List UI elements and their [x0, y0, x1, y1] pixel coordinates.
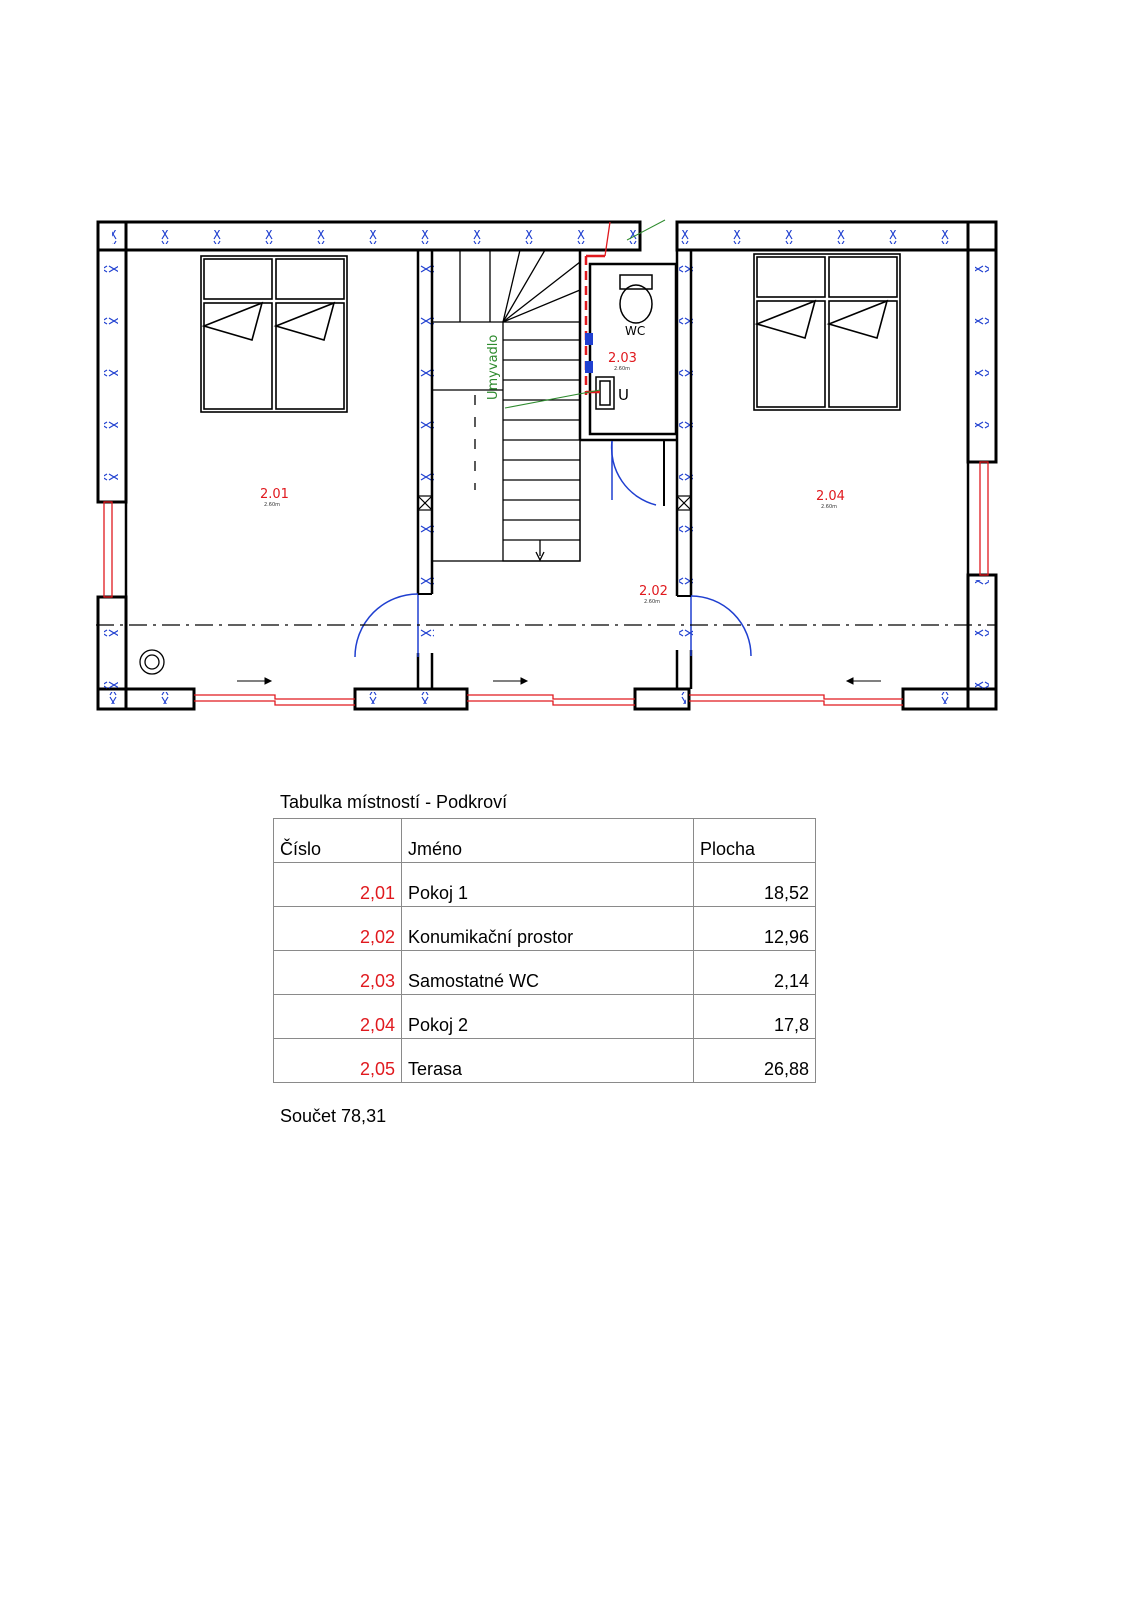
svg-text:2.03: 2.03: [608, 351, 637, 366]
room-number: 2,02: [274, 907, 402, 951]
wc-label: WC: [625, 324, 646, 338]
room-name: Pokoj 1: [402, 863, 694, 907]
svg-text:2.60m: 2.60m: [821, 504, 838, 510]
room-number: 2,04: [274, 995, 402, 1039]
flue-symbol: [140, 650, 164, 674]
table-row: [274, 907, 816, 951]
area-sum: Součet 78,31: [280, 1106, 387, 1126]
door-leaves: [418, 441, 691, 596]
svg-text:2.04: 2.04: [816, 489, 845, 504]
table-row: [274, 995, 816, 1039]
room-area: 18,52: [694, 863, 816, 907]
header-area: Plocha: [694, 819, 816, 863]
table-row: [274, 951, 816, 995]
svg-text:2.60m: 2.60m: [644, 599, 661, 605]
room-number: 2,01: [274, 863, 402, 907]
staircase: [432, 250, 580, 561]
toilet: [620, 275, 652, 323]
sink-label: U: [618, 386, 629, 404]
room-name: Konumikační prostor: [402, 907, 694, 951]
svg-text:2.60m: 2.60m: [614, 366, 631, 372]
floor-plan: [0, 0, 1131, 720]
sliding-arrows: [237, 678, 881, 684]
svg-text:2.60m: 2.60m: [264, 502, 281, 508]
washbasin-label: Umyvadlo: [486, 334, 501, 400]
room-table: [273, 818, 816, 1083]
room-name: Samostatné WC: [402, 951, 694, 995]
exterior-walls: [98, 222, 996, 709]
room-name: Terasa: [402, 1039, 694, 1083]
header-name: Jméno: [402, 819, 694, 863]
room-number: 2,03: [274, 951, 402, 995]
table-row: [274, 863, 816, 907]
bed-left: [201, 256, 347, 412]
svg-text:2.01: 2.01: [260, 487, 289, 502]
room-name: Pokoj 2: [402, 995, 694, 1039]
room-area: 17,8: [694, 995, 816, 1039]
interior-walls: [126, 250, 968, 689]
table-header-row: [274, 819, 816, 863]
svg-text:2.02: 2.02: [639, 584, 668, 599]
room-number: 2,05: [274, 1039, 402, 1083]
windows: [104, 222, 988, 705]
room-area: 26,88: [694, 1039, 816, 1083]
table-title: Tabulka místností - Podkroví: [280, 792, 508, 812]
room-label-2-01: [260, 487, 289, 508]
room-label-2-04: [816, 489, 845, 510]
room-area: 2,14: [694, 951, 816, 995]
table-row: [274, 1039, 816, 1083]
room-label-2-03: [608, 351, 637, 372]
room-label-2-02: [639, 584, 668, 605]
room-area: 12,96: [694, 907, 816, 951]
bed-right: [754, 254, 900, 410]
header-number: Číslo: [274, 819, 402, 863]
